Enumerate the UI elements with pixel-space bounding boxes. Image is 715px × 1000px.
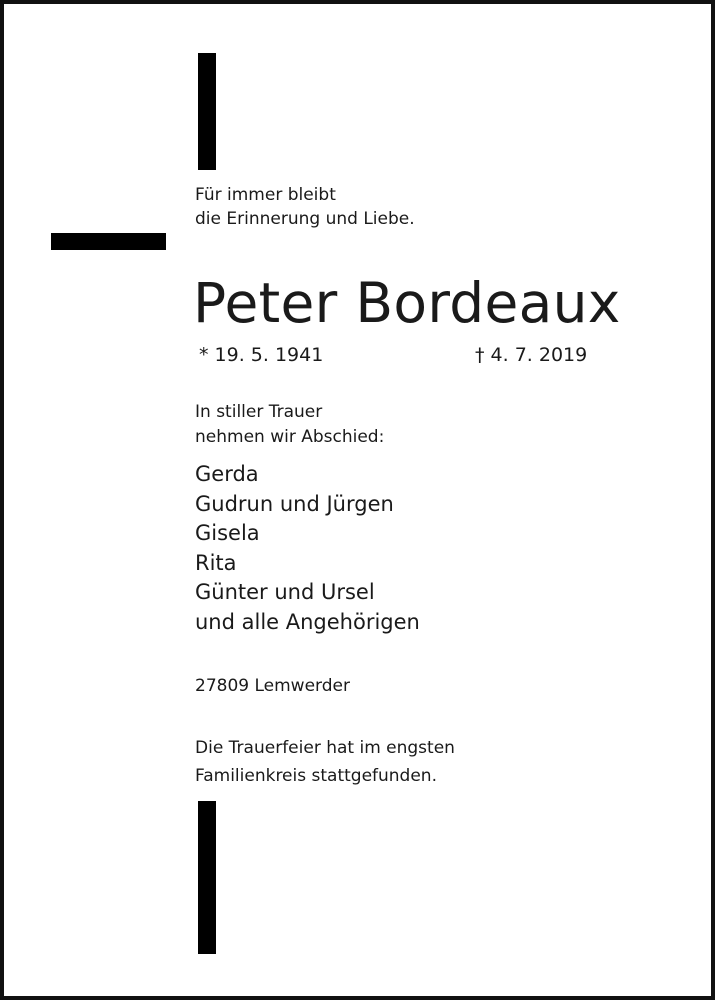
mourner-name: Gisela	[195, 521, 260, 546]
motto-line: die Erinnerung und Liebe.	[195, 209, 415, 229]
motto	[195, 183, 415, 231]
location: 27809 Lemwerder	[195, 676, 350, 696]
mourner-name: Günter und Ursel	[195, 580, 375, 605]
motto-line: Für immer bleibt	[195, 185, 336, 205]
decorative-bar-horizontal	[51, 233, 166, 250]
mourner-name: Rita	[195, 550, 237, 575]
mourner-name: Gudrun und Jürgen	[195, 491, 394, 516]
mourner-name: und alle Angehörigen	[195, 609, 420, 634]
intro-line: In stiller Trauer	[195, 402, 323, 422]
intro-line: nehmen wir Abschied:	[195, 427, 385, 447]
decorative-bar-top	[198, 53, 216, 170]
notice-line: Die Trauerfeier hat im engsten	[195, 738, 455, 758]
mourner-name: Gerda	[195, 462, 259, 486]
funeral-notice	[195, 734, 455, 790]
notice-line: Familienkreis stattgefunden.	[195, 766, 437, 786]
decorative-bar-bottom	[198, 801, 216, 954]
birth-date: * 19. 5. 1941	[199, 344, 324, 366]
deceased-name: Peter Bordeaux	[193, 271, 621, 335]
death-date: † 4. 7. 2019	[475, 344, 588, 366]
mourning-intro	[195, 400, 384, 450]
mourners-list	[195, 460, 420, 638]
